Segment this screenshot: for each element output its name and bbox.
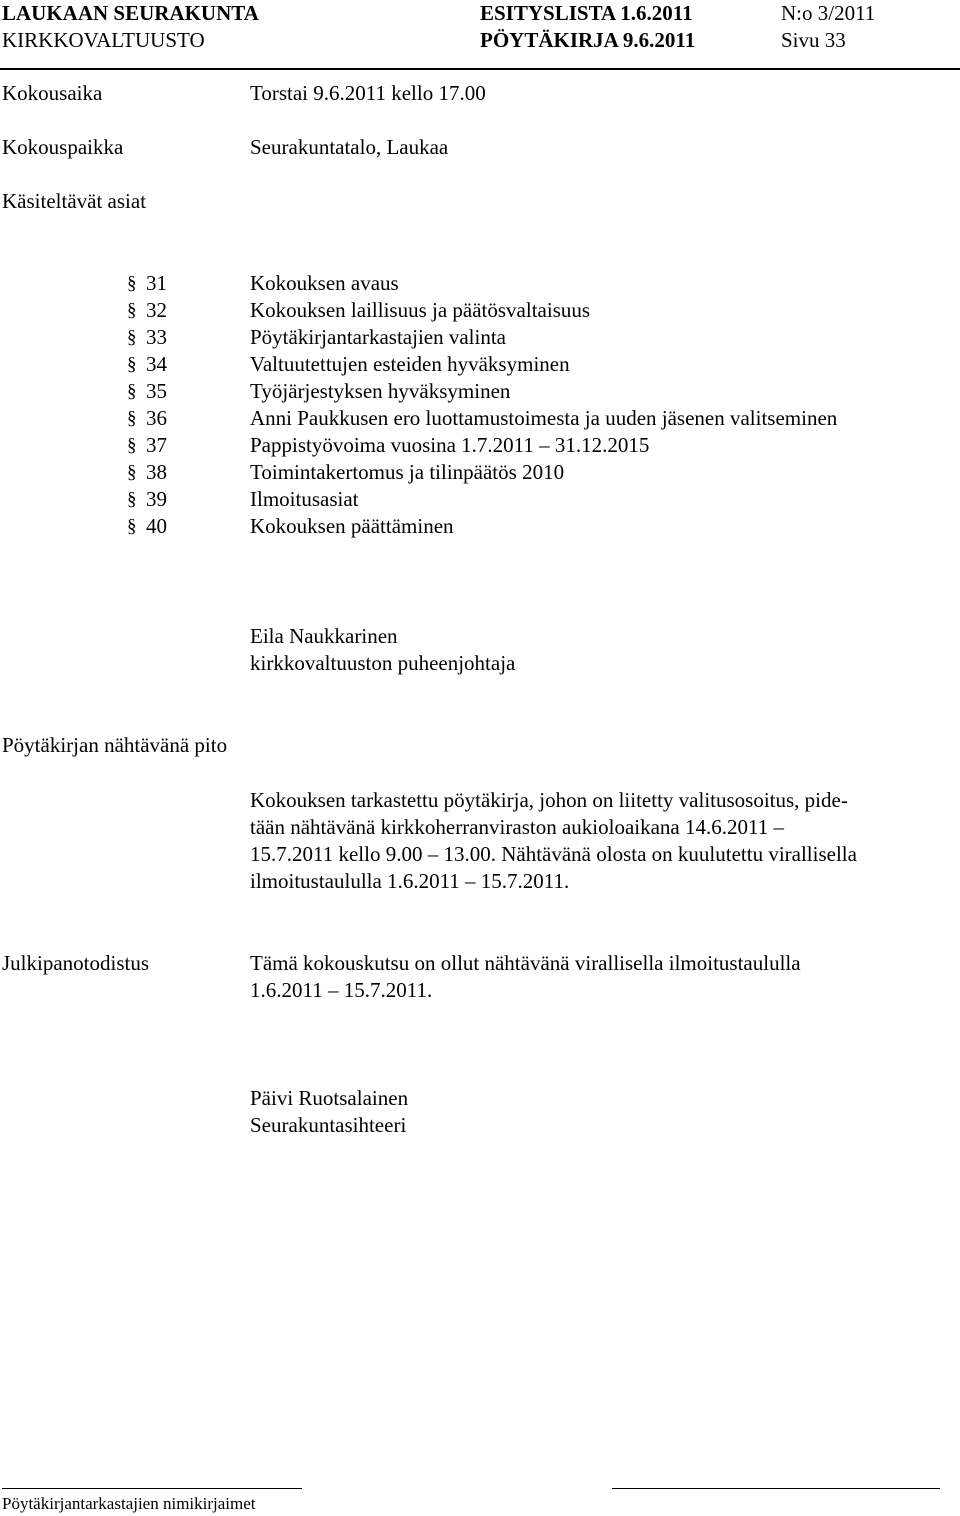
governing-body: KIRKKOVALTUUSTO — [2, 28, 205, 52]
agenda-item-number: 40 — [146, 514, 167, 538]
agenda-item-number: 36 — [146, 406, 167, 430]
agenda-item-number: 35 — [146, 379, 167, 403]
secretary-role: Seurakuntasihteeri — [250, 1113, 407, 1137]
footer-divider-right — [612, 1488, 940, 1489]
minutes-display-line: tään nähtävänä kirkkoherranviraston aukioloaikana 14.6.2011 – — [250, 815, 784, 839]
minutes-display-line: 15.7.2011 kello 9.00 – 13.00. Nähtävänä olosta on kuulutettu virallisella — [250, 842, 857, 866]
meeting-time-label: Kokousaika — [2, 81, 103, 105]
header-divider — [0, 68, 960, 70]
agenda-item — [0, 324, 960, 351]
agenda-item-title: Valtuutettujen esteiden hyväksyminen — [250, 352, 570, 376]
agenda-item — [0, 513, 960, 540]
agenda-item-title: Toimintakertomus ja tilinpäätös 2010 — [250, 460, 565, 484]
agenda-heading: Käsiteltävät asiat — [2, 189, 147, 213]
agenda-item-number: 32 — [146, 298, 167, 322]
agenda-item-number: 39 — [146, 487, 167, 511]
minutes-display-label: Pöytäkirjan nähtävänä pito — [2, 733, 228, 757]
agenda-item-number: 33 — [146, 325, 167, 349]
certificate-text — [250, 950, 930, 1004]
agenda-item-title: Ilmoitusasiat — [250, 487, 359, 511]
agenda-item-title: Pöytäkirjantarkastajien valinta — [250, 325, 506, 349]
agenda-item — [0, 378, 960, 405]
agenda-item — [0, 459, 960, 486]
agenda-item-title: Anni Paukkusen ero luottamustoimesta ja uuden jäsenen valitseminen — [250, 406, 838, 430]
section-sign: § — [127, 435, 137, 456]
minutes-display-text — [250, 787, 930, 895]
meeting-place-label: Kokouspaikka — [2, 135, 124, 159]
agenda-item-number: 34 — [146, 352, 167, 376]
section-sign: § — [127, 516, 137, 537]
minutes-display-line: ilmoitustaululla 1.6.2011 – 15.7.2011. — [250, 869, 570, 893]
document-number: N:o 3/2011 — [781, 1, 876, 25]
section-sign: § — [127, 327, 137, 348]
agenda-item-number: 37 — [146, 433, 167, 457]
agenda-item-title: Kokouksen avaus — [250, 271, 399, 295]
minutes-display-line: Kokouksen tarkastettu pöytäkirja, johon on liitetty valitusosoitus, pide- — [250, 788, 848, 812]
agenda-item-title: Työjärjestyksen hyväksyminen — [250, 379, 511, 403]
section-sign: § — [127, 381, 137, 402]
agenda-item-number: 31 — [146, 271, 167, 295]
chair-role: kirkkovaltuuston puheenjohtaja — [250, 651, 516, 675]
agenda-item — [0, 297, 960, 324]
section-sign: § — [127, 273, 137, 294]
minutes-reference: PÖYTÄKIRJA 9.6.2011 — [480, 28, 696, 52]
agenda-item — [0, 405, 960, 432]
agenda-item — [0, 432, 960, 459]
section-sign: § — [127, 300, 137, 321]
agenda-item — [0, 351, 960, 378]
footer-initials-label: Pöytäkirjantarkastajien nimikirjaimet — [2, 1494, 256, 1513]
agenda-item-number: 38 — [146, 460, 167, 484]
section-sign: § — [127, 462, 137, 483]
agenda-item-title: Pappistyövoima vuosina 1.7.2011 – 31.12.2015 — [250, 433, 650, 457]
secretary-name: Päivi Ruotsalainen — [250, 1086, 409, 1110]
page-number: Sivu 33 — [781, 28, 846, 52]
certificate-label: Julkipanotodistus — [2, 951, 150, 975]
agenda-item-title: Kokouksen päättäminen — [250, 514, 454, 538]
section-sign: § — [127, 408, 137, 429]
section-sign: § — [127, 489, 137, 510]
certificate-line: Tämä kokouskutsu on ollut nähtävänä virallisella ilmoitustaululla — [250, 951, 801, 975]
meeting-place-value: Seurakuntatalo, Laukaa — [250, 135, 449, 159]
certificate-line: 1.6.2011 – 15.7.2011. — [250, 978, 433, 1002]
organization-name: LAUKAAN SEURAKUNTA — [2, 1, 259, 25]
agenda-reference: ESITYSLISTA 1.6.2011 — [480, 1, 693, 25]
chair-name: Eila Naukkarinen — [250, 624, 398, 648]
agenda-item — [0, 270, 960, 297]
section-sign: § — [127, 354, 137, 375]
footer-divider-left — [2, 1488, 302, 1489]
meeting-time-value: Torstai 9.6.2011 kello 17.00 — [250, 81, 486, 105]
agenda-item-title: Kokouksen laillisuus ja päätösvaltaisuus — [250, 298, 591, 322]
agenda-item — [0, 486, 960, 513]
